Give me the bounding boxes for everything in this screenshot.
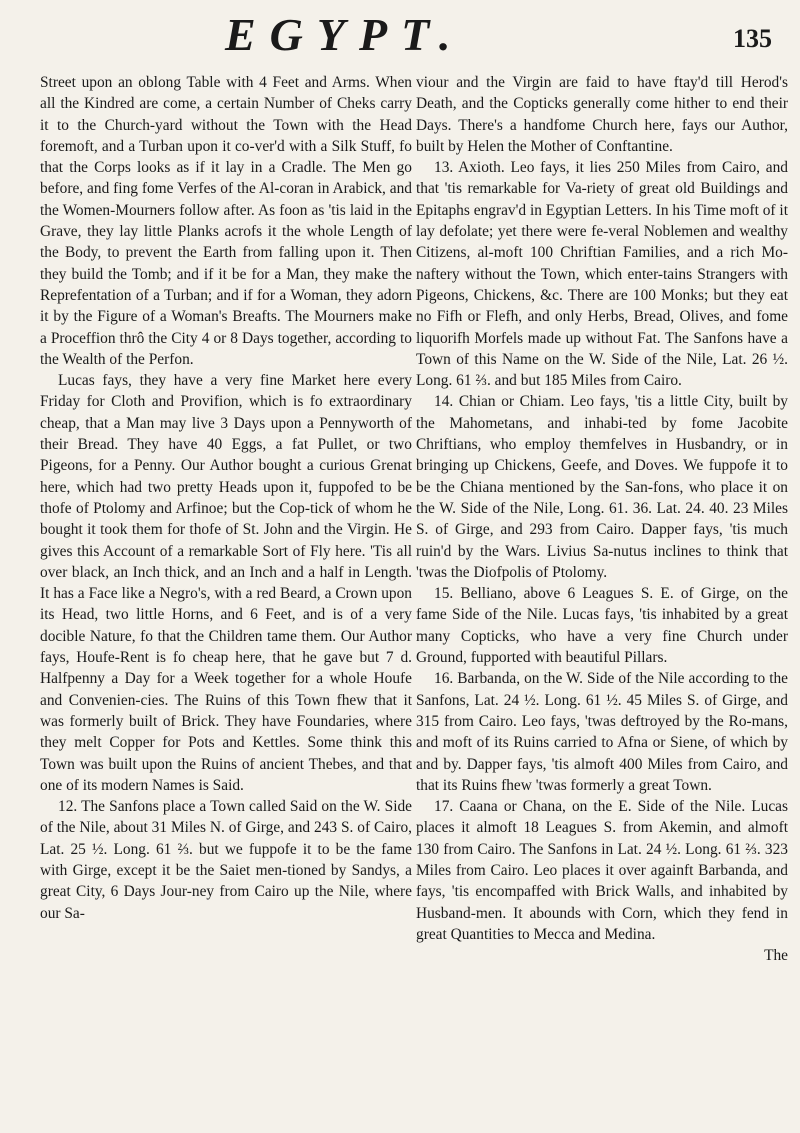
paragraph: 13. Axioth. Leo fays, it lies 250 Miles from Cairo, and that 'tis remarkable for Va-riety of great old Buildings and Epitaphs engrav'd in Egyptian Letters. In his Time moft of it lay defolate; yet there were fe-veral Noblemen and wealthy Citizens, al-moft 100 Chriftian Families, and a rich Mo-naftery without the Town, which enter-tains Strangers with Pigeons, Chickens, &c. There are 100 Monks; but they eat no Fifh or Flefh, and only Herbs, Bread, Olives, and fome liquorifh Morfels made up without Fat. The Sanfons have a Town of this Name on the W. Side of the Nile, Lat. 26 ½. Long. 61 ⅔. and but 185 Miles from Cairo. bbox=[416, 159, 788, 390]
paragraph: 14. Chian or Chiam. Leo fays, 'tis a little City, built by the Mahometans, and inhabi-ted by fome Jacobite Chriftians, who employ themfelves in Husbandry, or in bringing up Chickens, Geefe, and Doves. We fuppofe it to be the Chiana mentioned by the San-fons, who place it on the W. Side of the Nile, Long. 61. 36. Lat. 24. 40. 23 Miles S. of Girge, and 293 from Cairo. Dapper fays, 'tis much ruin'd by the Wars. Livius Sa-nutus inclines to think that 'twas the Diofpolis of Ptolomy. bbox=[416, 393, 788, 581]
left-column bbox=[40, 72, 412, 1122]
paragraph: 17. Caana or Chana, on the E. Side of the Nile. Lucas places it almoft 18 Leagues S. from Akemin, and almoft 130 from Cairo. The Sanfons in Lat. 24 ½. Long. 61 ⅔. 323 Miles from Cairo. Leo places it over againft Barbanda, and fays, 'tis encompaffed with Brick Walls, and inhabited by Husband-men. It abounds with Corn, which they fend in great Quantities to Mecca and Medina. bbox=[416, 798, 788, 943]
paragraph: 15. Belliano, above 6 Leagues S. E. of Girge, on the fame Side of the Nile. Lucas fays, 'tis inhabited by a great many Copticks, who have a very fine Church under Ground, fupported with beautiful Pillars. bbox=[416, 585, 788, 667]
paragraph: Street upon an oblong Table with 4 Feet and Arms. When all the Kindred are come, a certain Number of Cheks carry it to the Church-yard without the Town with the Head foremoft, and a Turban upon it co-ver'd with a Silk Stuff, fo that the Corps looks as if it lay in a Cradle. The Men go before, and fing fome Verfes of the Al-coran in Arabick, and the Women-Mourners follow after. As foon as 'tis laid in the Grave, they lay little Planks acrofs it the whole Length of the Body, to prevent the Earth from falling upon it. Then they build the Tomb; and if it be for a Man, they make the Reprefentation of a Turban; and if for a Woman, they adorn it by the Figure of a Woman's Breafts. The Mourners make a Proceffion thrô the City 4 or 8 Days together, according to the Wealth of the Perfon. bbox=[40, 74, 412, 368]
paragraph: viour and the Virgin are faid to have ftay'd till Herod's Death, and the Copticks generally come hither to end their Days. There's a handfome Church here, fays our Author, built by Helen the Mother of Conftantine. bbox=[416, 74, 788, 155]
paragraph: Lucas fays, they have a very fine Market here every Friday for Cloth and Provifion, which is fo extraordinary cheap, that a Man may live 3 Days upon a Pennyworth of their Bread. They have 40 Eggs, a fat Pullet, or two Pigeons, for a Penny. Our Author bought a curious Grenat here, which had two pretty Heads upon it, fuppofed to be thofe of Ptolomy and Arfinoe; but the Cop-tick of whom he bought it took them for thofe of St. John and the Virgin. He gives this Account of a remarkable Sort of Fly here. 'Tis all over black, an Inch thick, and an Inch and a half in Length. It has a Face like a Negro's, with a red Beard, a Crown upon its Head, two little Horns, and 6 Feet, and is of a very docible Nature, fo that the Children tame them. Our Author fays, Houfe-Rent is fo cheap here, that he gave but 7 d. Halfpenny a Day for a Week together for a whole Houfe and Convenien-cies. The Ruins of this Town fhew that it was formerly built of Brick. They have Foundaries, where they melt Copper for Pots and Kettles. Some think this Town was built upon the Ruins of ancient Thebes, and that one of its modern Names is Said. bbox=[40, 372, 412, 794]
running-head bbox=[0, 8, 800, 68]
catchword: The bbox=[764, 947, 788, 965]
right-column bbox=[416, 72, 788, 1122]
running-title: EGYPT. bbox=[225, 9, 465, 60]
paragraph: 12. The Sanfons place a Town called Said on the W. Side of the Nile, about 31 Miles N. of Girge, and 243 S. of Cairo, Lat. 25 ½. Long. 61 ⅔. but we fuppofe it to be the fame with Girge, except it be the Saiet men-tioned by Sandys, a great City, 6 Days Jour-ney from Cairo up the Nile, where our Sa- bbox=[40, 798, 412, 922]
paragraph: 16. Barbanda, on the W. Side of the Nile according to the Sanfons, Lat. 24 ½. Long. 61 ½. 45 Miles S. of Girge, and 315 from Cairo. Leo fays, 'twas deftroyed by the Ro-mans, and moft of its Ruins carried to Afna or Siene, of which by and by. Dapper fays, 'tis almoft 400 Miles from Cairo, and that its Ruins fhew 'twas formerly a great Town. bbox=[416, 670, 788, 794]
page-number: 135 bbox=[733, 24, 772, 53]
